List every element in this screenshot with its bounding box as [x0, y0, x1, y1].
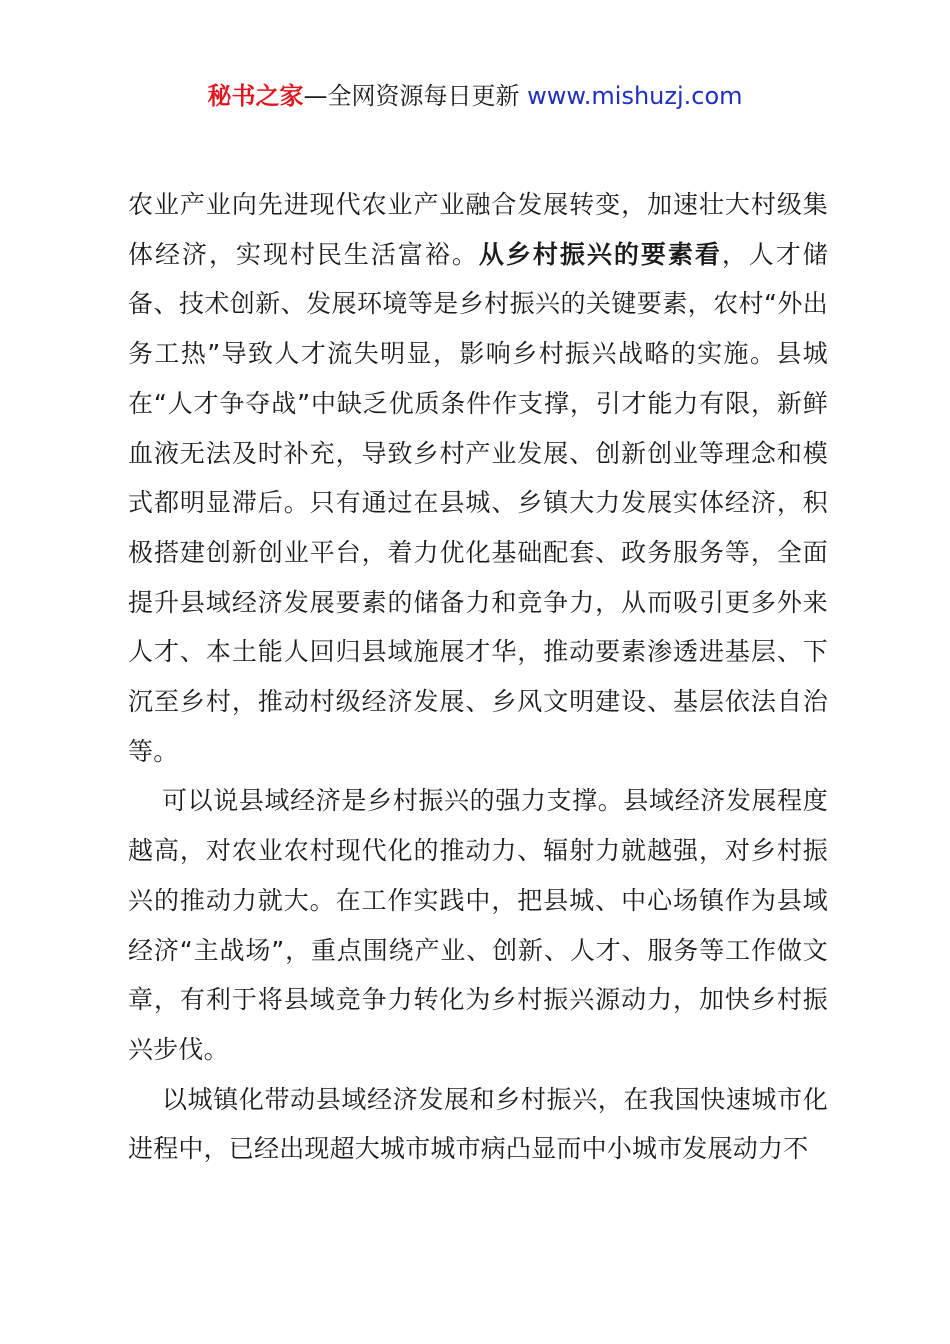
page-header: [0, 80, 950, 112]
paragraph-1-continued: ，人才储备、技术创新、发展环境等是乡村振兴的关键要素，农村“外出务工热”导致人才流失明显，影响乡村振兴战略的实施。县城在“人才争夺战”中缺乏优质条件作支撑，引才能力有限，新鲜血液无法及时补充，导致乡村产业发展、创新创业等理念和模式都明显滞后。只有通过在县城、乡镇大力发展实体经济，积极搭建创新创业平台，着力优化基础配套、政务服务等，全面提升县域经济发展要素的储备力和竞争力，从而吸引更多外来人才、本土能人回归县域施展才华，推动要素渗透进基层、下沉至乡村，推动村级经济发展、乡风文明建设、基层依法自治等。: [128, 239, 828, 766]
brand-name: 秘书之家: [207, 82, 304, 110]
paragraph-2: 可以说县域经济是乡村振兴的强力支撑。县域经济发展程度越高，对农业农村现代化的推动力、辐射力就越强，对乡村振兴的推动力就大。在工作实践中，把县城、中心场镇作为县域经济“主战场”，重点围绕产业、创新、人才、服务等工作做文章，有利于将县域竞争力转化为乡村振兴源动力，加快乡村振兴步伐。: [128, 786, 828, 1064]
header-tagline: —全网资源每日更新: [303, 82, 528, 110]
paragraph-1: [128, 180, 828, 776]
bold-heading-phrase: 从乡村振兴的要素看: [478, 239, 722, 269]
paragraph-1-text: 农业产业向先进现代农业产业融合发展转变，加速壮大村级集体经济，实现村民生活富裕。: [128, 190, 828, 269]
paragraph-3: 以城镇化带动县域经济发展和乡村振兴，在我国快速城市化进程中，已经出现超大城市城市病凸显而中小城市发展动力不: [128, 1084, 828, 1164]
document-body: [128, 180, 828, 1174]
site-url-link[interactable]: www.mishuzj.com: [527, 82, 743, 110]
